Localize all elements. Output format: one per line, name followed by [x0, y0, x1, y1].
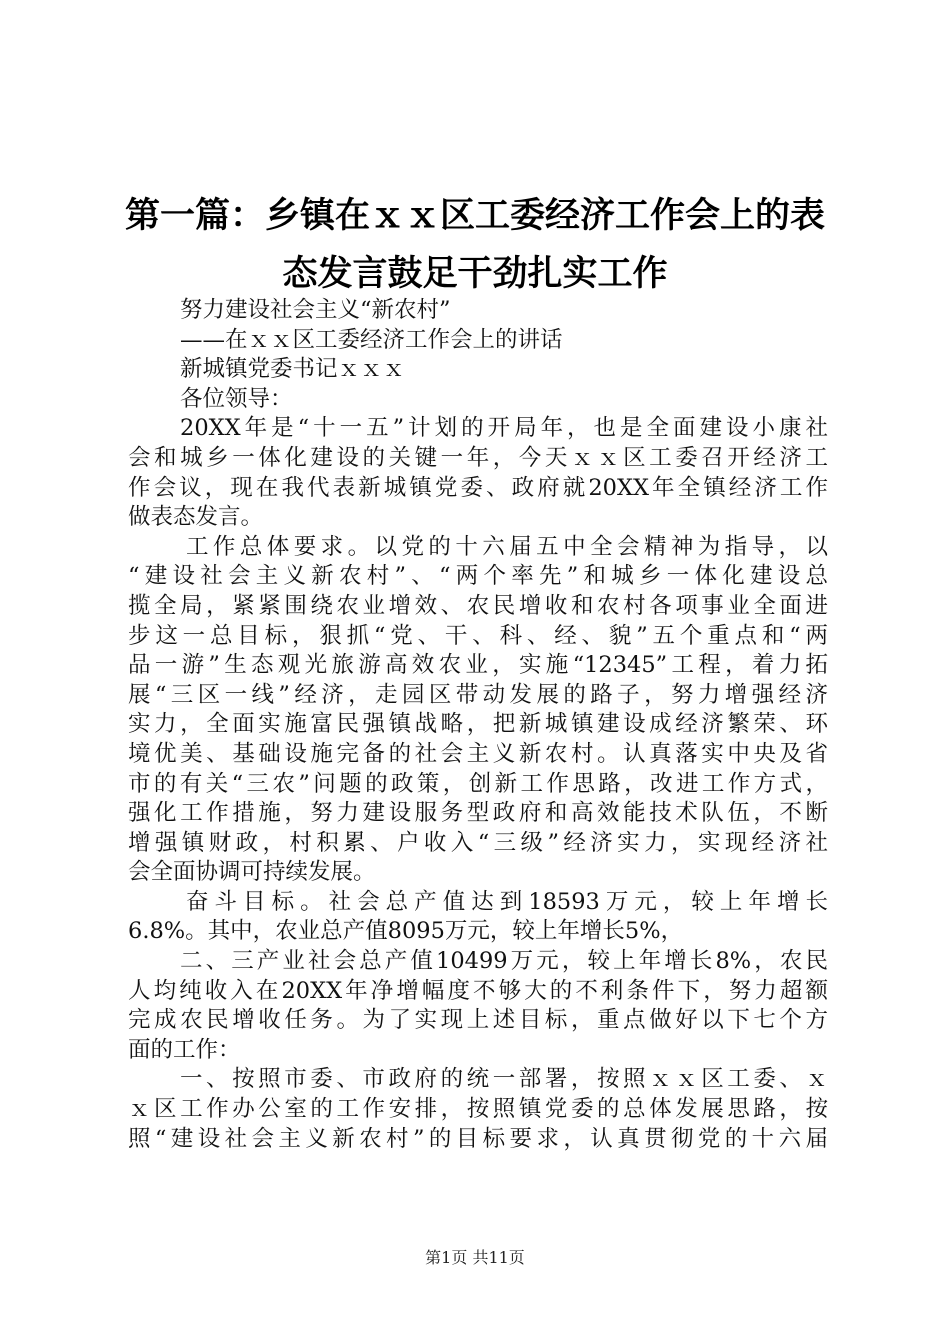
paragraph-line: 面的工作： [128, 1036, 241, 1063]
paragraph-line: 会和城乡一体化建设的关键一年，今天ｘｘ区工委召开经济工 [128, 444, 828, 471]
paragraph-line: 市的有关“三农”问题的政策，创新工作思路，改进工作方式， [128, 770, 828, 797]
document-body [128, 296, 828, 1154]
paragraph-line: 实力，全面实施富民强镇战略，把新城镇建设成经济繁荣、环 [128, 711, 828, 738]
speaker-line: 新城镇党委书记ｘｘｘ [180, 356, 406, 383]
subtitle: 努力建设社会主义“新农村” [180, 297, 451, 323]
paragraph-line: 照“建设社会主义新农村”的目标要求，认真贯彻党的十六届 [128, 1125, 828, 1152]
paragraph-line: 工作总体要求。以党的十六届五中全会精神为指导，以 [186, 533, 828, 560]
paragraph-line: 品一游”生态观光旅游高效农业，实施“12345”工程，着力拓 [128, 652, 828, 679]
paragraph-line: 做表态发言。 [128, 504, 264, 531]
paragraph-line: “建设社会主义新农村”、“两个率先”和城乡一体化建设总 [128, 563, 828, 590]
paragraph-line: 奋斗目标。社会总产值达到18593万元，较上年增长 [186, 888, 828, 915]
document-title-line-1: 第一篇：乡镇在ｘｘ区工委经济工作会上的表 [124, 196, 825, 236]
speech-occasion: ——在ｘｘ区工委经济工作会上的讲话 [180, 326, 563, 353]
paragraph-line: 境优美、基础设施完备的社会主义新农村。认真落实中央及省 [128, 740, 828, 767]
paragraph-line: 强化工作措施，努力建设服务型政府和高效能技术队伍，不断 [128, 800, 828, 827]
paragraph-line: 6.8%。其中，农业总产值8095万元，较上年增长5%， [128, 918, 684, 945]
paragraph-line: 步这一总目标，狠抓“党、干、科、经、貌”五个重点和“两 [128, 622, 828, 649]
paragraph-line: 完成农民增收任务。为了实现上述目标，重点做好以下七个方 [128, 1007, 828, 1034]
paragraph-line: 会全面协调可持续发展。 [128, 859, 376, 886]
paragraph-line: 展“三区一线”经济，走园区带动发展的路子，努力增强经济 [128, 681, 828, 708]
page-number-footer: 第1页 共11页 [425, 1248, 525, 1267]
paragraph-line: 增强镇财政，村积累、户收入“三级”经济实力，实现经济社 [128, 829, 828, 856]
paragraph-line: 作会议，现在我代表新城镇党委、政府就20XX年全镇经济工作 [128, 474, 828, 501]
paragraph-line: 人均纯收入在20XX年净增幅度不够大的不利条件下，努力超额 [128, 977, 828, 1004]
paragraph-line: 20XX年是“十一五”计划的开局年，也是全面建设小康社 [180, 415, 828, 442]
paragraph-line: 一、按照市委、市政府的统一部署，按照ｘｘ区工委、ｘ [180, 1066, 828, 1093]
salutation: 各位领导： [180, 385, 293, 412]
paragraph-line: ｘ区工作办公室的工作安排，按照镇党委的总体发展思路，按 [128, 1096, 828, 1123]
paragraph-line: 二、三产业社会总产值10499万元，较上年增长8%，农民 [180, 948, 828, 975]
document-title-line-2: 态发言鼓足干劲扎实工作 [282, 254, 668, 294]
paragraph-line: 揽全局，紧紧围绕农业增效、农民增收和农村各项事业全面进 [128, 592, 828, 619]
